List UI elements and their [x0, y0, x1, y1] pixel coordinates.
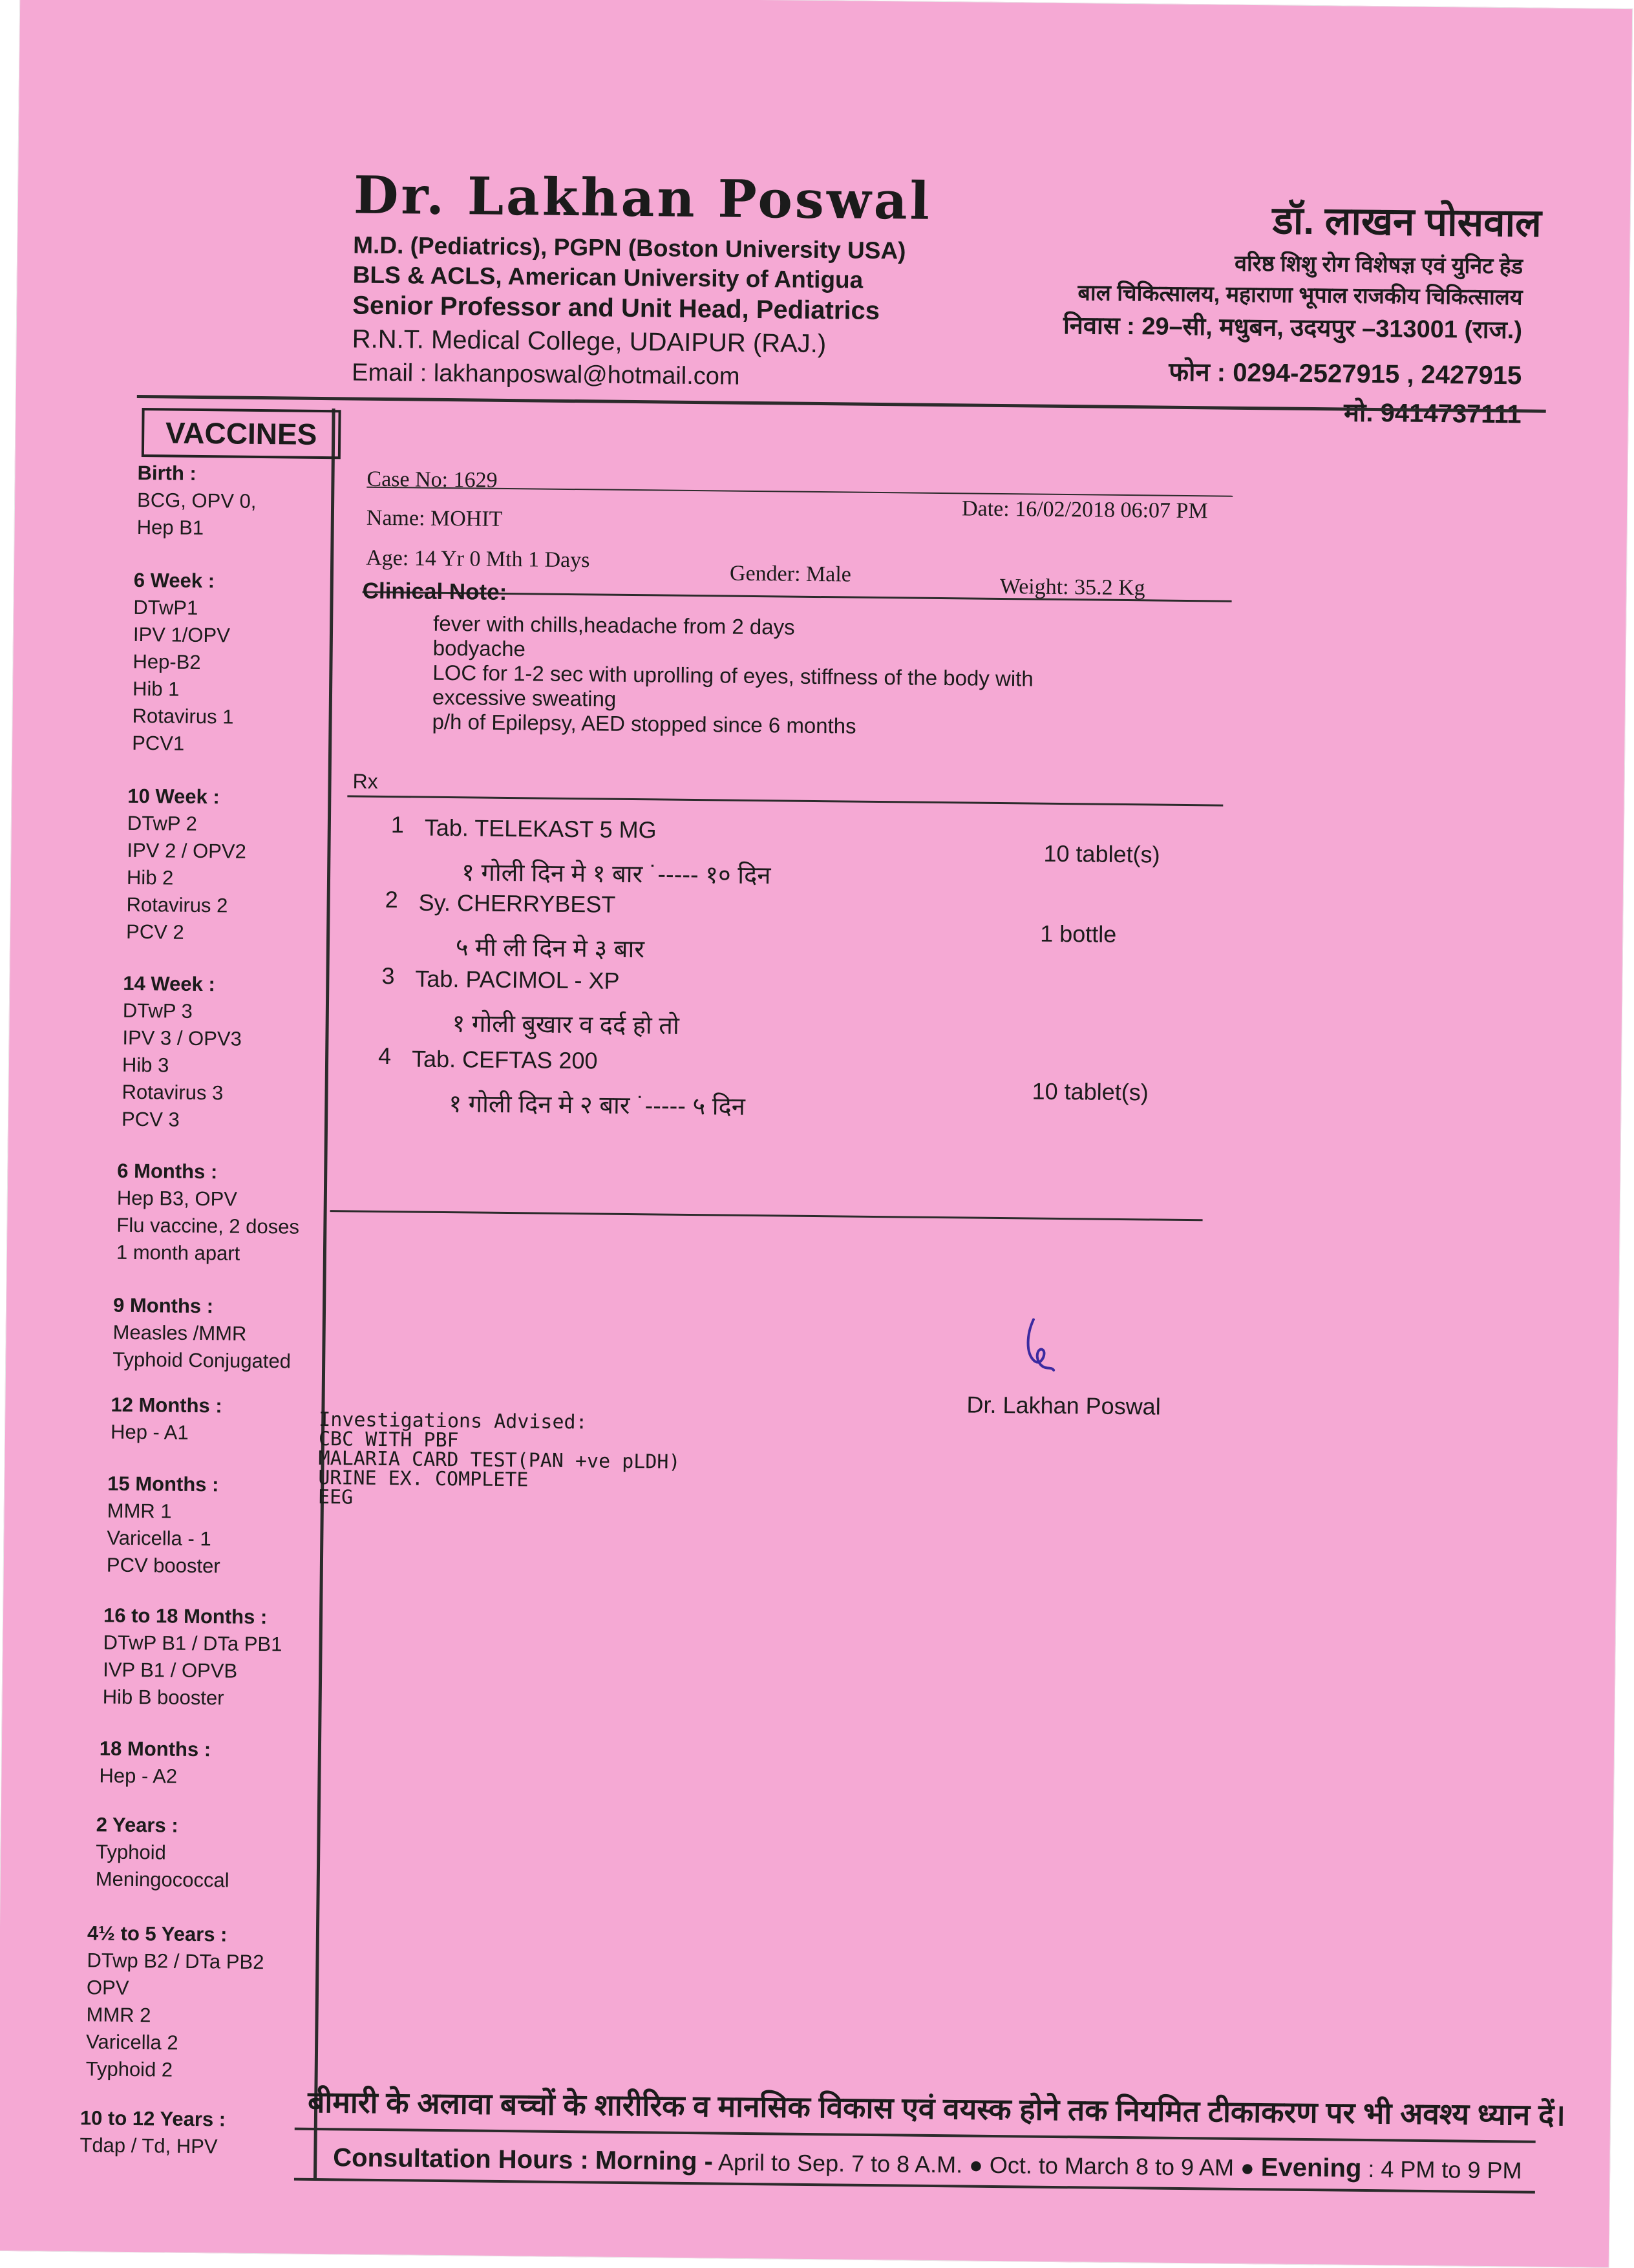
investigations [318, 1410, 681, 1511]
vaccine-item: IPV 1/OPV [133, 622, 231, 647]
rx-item-4-number: 4 [377, 1042, 392, 1070]
vaccine-item: DTwP1 [133, 595, 198, 619]
vaccine-group-heading: 16 to 18 Months : [103, 1604, 268, 1629]
vaccine-item: Typhoid Conjugated [112, 1348, 292, 1373]
vaccine-group-heading: 6 Months : [117, 1159, 218, 1183]
vaccine-group-heading: 6 Week : [133, 568, 215, 593]
rx-item-4-quantity: 10 tablet(s) [1032, 1077, 1149, 1106]
hindi-hospital: बाल चिकित्सालय, महाराणा भूपाल राजकीय चिकित्सालय [1077, 281, 1523, 310]
rx-item-3-directions: १ गोली बुखार व दर्द हो तो [452, 1010, 680, 1040]
vaccine-item: PCV1 [132, 731, 185, 755]
vaccine-group-heading: Birth : [137, 461, 197, 485]
clinical-note-line: fever with chills,headache from 2 days [432, 611, 795, 639]
vaccine-group [107, 1470, 222, 1580]
vaccine-group [111, 1392, 222, 1447]
vaccine-item: Rotavirus 1 [132, 704, 234, 728]
signature-mark-icon [1013, 1314, 1072, 1386]
vaccine-item: Hib B booster [102, 1685, 224, 1710]
vaccine-item: PCV 2 [125, 920, 184, 944]
rx-label: Rx [352, 769, 378, 793]
patient-age: Age: 14 Yr 0 Mth 1 Days [366, 546, 590, 573]
vaccine-item: Typhoid [96, 1840, 166, 1864]
designation: Senior Professor and Unit Head, Pediatrics [352, 291, 880, 325]
rx-item-4-directions: १ गोली दिन मे २ बार ˙----- ५ दिन [449, 1090, 746, 1121]
vaccine-item: Hep-B2 [133, 650, 201, 674]
vaccine-group [132, 567, 235, 758]
vaccine-item: OPV [86, 1976, 129, 1999]
vaccine-item: Hep - A1 [110, 1420, 189, 1444]
vaccine-group-heading: 4½ to 5 Years : [87, 1922, 228, 1946]
doctor-name-hindi: डॉ. लाखन पोसवाल [1272, 198, 1542, 245]
vaccine-item: IPV 2 / OPV2 [127, 838, 247, 863]
vaccine-group-heading: 18 Months : [99, 1737, 211, 1761]
vaccine-item: Hep - A2 [99, 1764, 178, 1788]
vaccine-item: Hib 3 [122, 1053, 169, 1077]
rx-item-1-name: Tab. TELEKAST 5 MG [424, 814, 657, 843]
vaccine-group [80, 2104, 226, 2160]
vaccine-item: Flu vaccine, 2 doses [116, 1213, 300, 1238]
vaccine-item: Hib 1 [132, 677, 180, 701]
rx-item-1-quantity: 10 tablet(s) [1043, 840, 1160, 868]
vaccine-item: MMR 2 [86, 2003, 151, 2027]
vaccine-group-heading: 15 Months : [107, 1472, 219, 1496]
clinical-note-line: LOC for 1-2 sec with uprolling of eyes, stiffness of the body with [432, 660, 1034, 691]
clinical-note-line: p/h of Epilepsy, AED stopped since 6 months [432, 709, 856, 738]
investigation-item: URINE EX. COMPLETE [318, 1466, 529, 1492]
vaccine-item: Typhoid 2 [85, 2057, 173, 2081]
vaccine-item: 1 month apart [116, 1240, 240, 1265]
vaccine-item: PCV 3 [121, 1107, 180, 1131]
rx-divider [347, 795, 1223, 806]
rx-item-4-name: Tab. CEFTAS 200 [411, 1045, 598, 1074]
hindi-vaccination-note: बीमारी के अलावा बच्चों के शारीरिक व मानसिक विकास एवं वयस्क होने तक नियमित टीकाकरण पर भी अवश्य ध्यान दें। [307, 2084, 1566, 2132]
vaccine-item: Hep B3, OPV [116, 1186, 238, 1211]
rx-item-3-number: 3 [381, 962, 395, 990]
vaccine-item: BCG, OPV 0, [136, 488, 257, 513]
hindi-address: निवास : 29–सी, मधुबन, उदयपुर –313001 (राज.) [1063, 312, 1523, 344]
rx-end-divider [330, 1210, 1203, 1221]
email: Email : lakhanposwal@hotmail.com [352, 359, 740, 390]
vaccine-group [122, 970, 242, 1134]
clinical-note-title: Clinical Note: [362, 578, 507, 605]
vaccine-item: MMR 1 [107, 1499, 172, 1523]
vaccine-group [103, 1602, 283, 1713]
rx-item-2-directions: ५ मी ली दिन मे ३ बार [455, 934, 645, 964]
signature-name: Dr. Lakhan Poswal [966, 1391, 1161, 1420]
consultation-hours [333, 2143, 1522, 2185]
rx-item-1-number: 1 [390, 811, 405, 838]
evening-label: Evening [1260, 2153, 1362, 2183]
rx-item-2-number: 2 [385, 886, 398, 913]
investigation-item: EEG [317, 1485, 354, 1509]
vaccine-item: Tdap / Td, HPV [80, 2134, 218, 2158]
qualification-line-1: M.D. (Pediatrics), PGPN (Boston University USA) [353, 231, 906, 264]
vaccine-item: Rotavirus 2 [126, 893, 228, 917]
rx-item-2-name: Sy. CHERRYBEST [418, 889, 616, 918]
vaccine-item: DTwP 3 [122, 999, 193, 1023]
rx-item-1-directions: १ गोली दिन मे १ बार ˙----- १० दिन [461, 859, 771, 890]
vaccine-item: Hep B1 [136, 515, 204, 540]
sidebar-divider [313, 408, 335, 2179]
clinical-note-line: excessive sweating [432, 684, 617, 711]
vaccines-title: VACCINES [142, 408, 341, 459]
vaccine-item: DTwP 2 [127, 811, 198, 835]
doctor-name: Dr. Lakhan Poswal [353, 164, 933, 231]
vaccine-group [116, 1158, 300, 1268]
vaccine-group-heading: 9 Months : [112, 1293, 214, 1318]
vaccine-group [126, 783, 247, 947]
vaccine-group [112, 1292, 292, 1375]
evening-hours: : 4 PM to 9 PM [1368, 2156, 1522, 2184]
hindi-phone: फोन : 0294-2527915 , 2427915 [1169, 357, 1522, 390]
vaccine-item: DTwP B1 / DTa PB1 [103, 1631, 282, 1656]
rx-item-3-name: Tab. PACIMOL - XP [415, 965, 620, 994]
rx-item-2-quantity: 1 bottle [1039, 920, 1117, 948]
vaccine-group-heading: 12 Months : [111, 1393, 222, 1417]
vaccine-item: Hib 2 [126, 865, 174, 889]
vaccine-group-heading: 10 Week : [127, 784, 220, 809]
visit-date: Date: 16/02/2018 06:07 PM [961, 496, 1208, 524]
vaccine-group [99, 1735, 211, 1790]
investigation-item: CBC WITH PBF [318, 1427, 459, 1452]
case-number: Case No: 1629 [366, 467, 498, 493]
vaccine-item: IPV 3 / OPV3 [122, 1026, 242, 1050]
vaccine-group [96, 1811, 230, 1894]
vaccine-item: Rotavirus 3 [122, 1080, 224, 1105]
patient-name: Name: MOHIT [366, 505, 503, 531]
investigation-item: MALARIA CARD TEST(PAN +ve pLDH) [318, 1447, 681, 1474]
hindi-designation: वरिष्ठ शिशु रोग विशेषज्ञ एवं युनिट हेड [1234, 251, 1523, 279]
morning-hours: April to Sep. 7 to 8 A.M. ● Oct. to March 8 to 9 AM ● [717, 2148, 1255, 2181]
vaccine-group-heading: 10 to 12 Years : [80, 2106, 226, 2131]
vaccine-item: Meningococcal [95, 1867, 229, 1892]
vaccine-item: IVP B1 / OPVB [103, 1658, 238, 1682]
vaccine-item: Varicella 2 [85, 2030, 178, 2054]
vaccine-group [85, 1920, 264, 2084]
vaccine-item: DTwp B2 / DTa PB2 [87, 1949, 264, 1974]
hindi-mobile: मो. 9414737111 [1343, 398, 1522, 429]
college: R.N.T. Medical College, UDAIPUR (RAJ.) [352, 324, 827, 359]
patient-gender: Gender: Male [729, 561, 852, 587]
vaccine-item: PCV booster [106, 1553, 220, 1578]
morning-label: Morning - [595, 2146, 714, 2176]
vaccine-group-heading: 2 Years : [96, 1813, 178, 1837]
qualification-line-2: BLS & ACLS, American University of Antigua [352, 261, 864, 293]
clinical-note-line: bodyache [432, 635, 526, 661]
vaccine-item: Measles /MMR [112, 1320, 247, 1345]
clinical-note-body [432, 611, 1034, 741]
vaccine-group [136, 460, 257, 542]
consult-label: Consultation Hours : [333, 2143, 589, 2175]
patient-weight: Weight: 35.2 Kg [999, 574, 1145, 600]
investigations-title: Investigations Advised: [319, 1408, 588, 1434]
vaccine-group-heading: 14 Week : [123, 971, 215, 996]
vaccine-item: Varicella - 1 [107, 1526, 211, 1551]
